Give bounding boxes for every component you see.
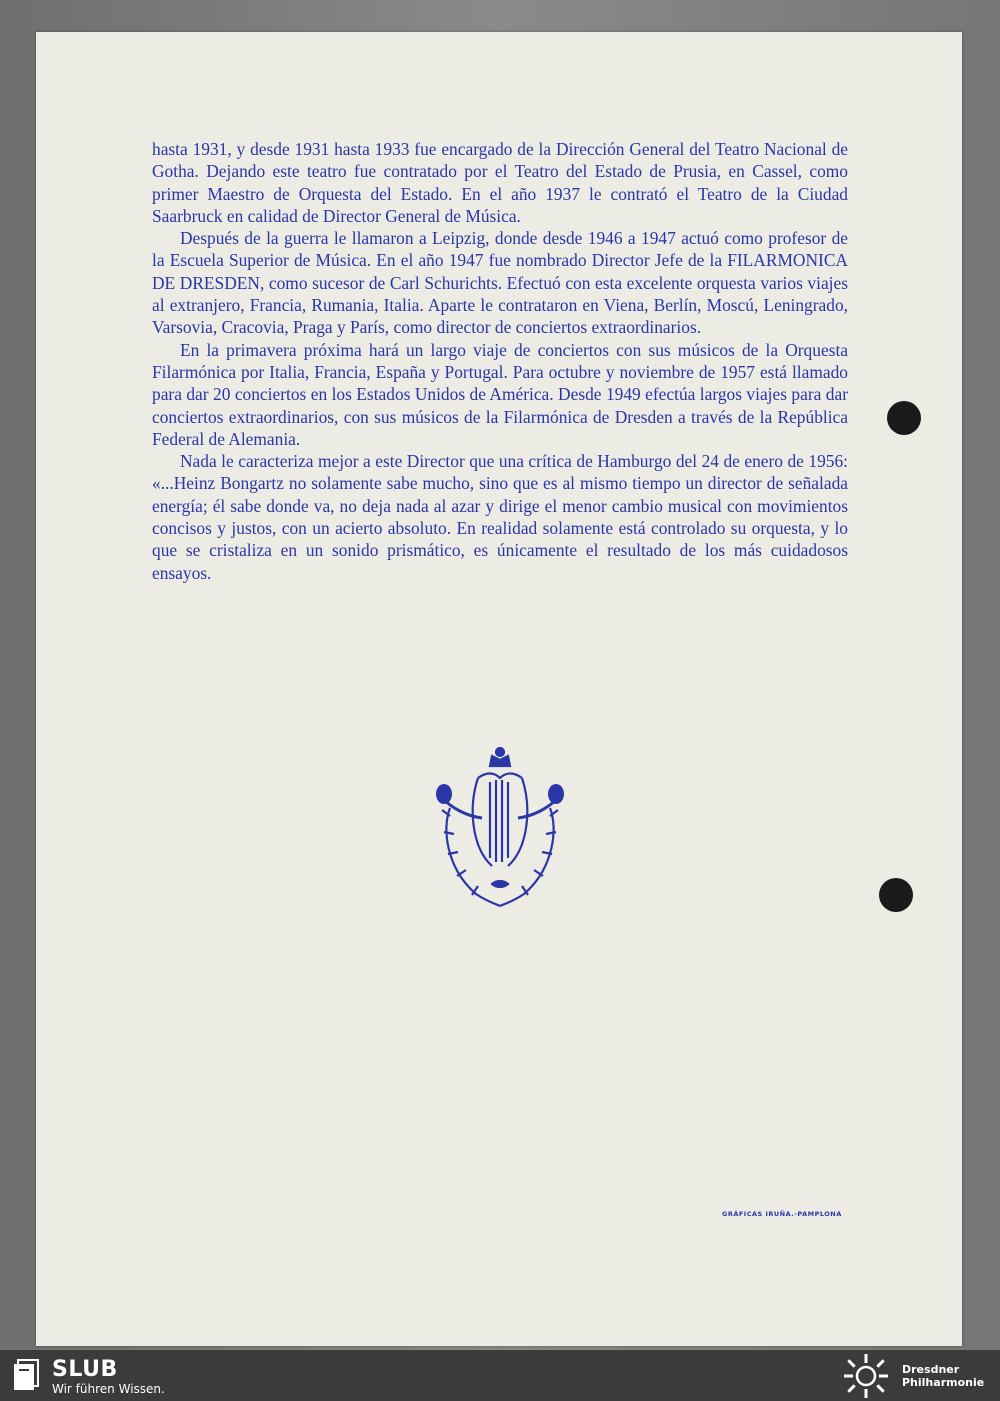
lyre-emblem-icon: [432, 738, 568, 910]
partner-name-line2: Philharmonie: [902, 1376, 985, 1389]
punch-hole-top: [887, 401, 921, 435]
footer-bar: [0, 1350, 1000, 1401]
paragraph-4: Nada le caracteriza mejor a este Director que una crítica de Hamburgo del 24 de enero de 1956: «...Heinz Bongartz no solamente sabe mucho, sino que es al mismo tiempo un director de señalada energía; él sabe donde va, no deja nada al azar y dirige el menor cambio musical con movimientos concisos y justos, con un acierto absoluto. En realidad solamente está controlado su orquesta, y lo que se cristaliza en un sonido prismático, es únicamente el resultado de los más cuidadosos ensayos.: [152, 451, 848, 583]
printer-credit: GRÁFICAS IRUÑA.-PAMPLONA: [722, 1210, 842, 1218]
philharmonie-logo-icon[interactable]: [842, 1354, 890, 1398]
punch-hole-bottom: [879, 878, 913, 912]
body-text: [152, 138, 848, 584]
partner-name-line1: Dresdner: [902, 1363, 960, 1376]
partner-name[interactable]: [902, 1363, 998, 1389]
paragraph-1: hasta 1931, y desde 1931 hasta 1933 fue encargado de la Dirección General del Teatro Nacional de Gotha. Dejando este teatro fue contratado por el Teatro del Estado de Prusia, en Cassel, como primer Maestro de Orquesta del Estado. En el año 1937 le contrató el Teatro de la Ciudad Saarbruck en calidad de Director General de Música.: [152, 139, 848, 226]
slub-logo-icon[interactable]: [12, 1358, 40, 1392]
paragraph-2: Después de la guerra le llamaron a Leipzig, donde desde 1946 a 1947 actuó como profesor de la Escuela Superior de Música. En el año 1947 fue nombrado Director Jefe de la FILARMONICA DE DRESDEN, como sucesor de Carl Schurichts. Efectuó con esta excelente orquesta varios viajes al extranjero, Francia, Rumania, Italia. Aparte le contrataron en Viena, Berlín, Moscú, Leningrado, Varsovia, Cracovia, Praga y París, como director de conciertos extraordinarios.: [152, 228, 848, 338]
library-tagline: Wir führen Wissen.: [52, 1382, 165, 1396]
paragraph-3: En la primavera próxima hará un largo viaje de conciertos con sus músicos de la Orquesta Filarmónica por Italia, Francia, España y Portugal. Para octubre y noviembre de 1957 está llamado para dar 20 conciertos en los Estados Unidos de América. Desde 1949 efectúa largos viajes para dar conciertos extraordinarios, con sus músicos de la Filarmónica de Dresden a través de la República Federal de Alemania.: [152, 339, 848, 449]
document-page: [36, 32, 962, 1346]
library-name[interactable]: SLUB: [52, 1357, 118, 1382]
